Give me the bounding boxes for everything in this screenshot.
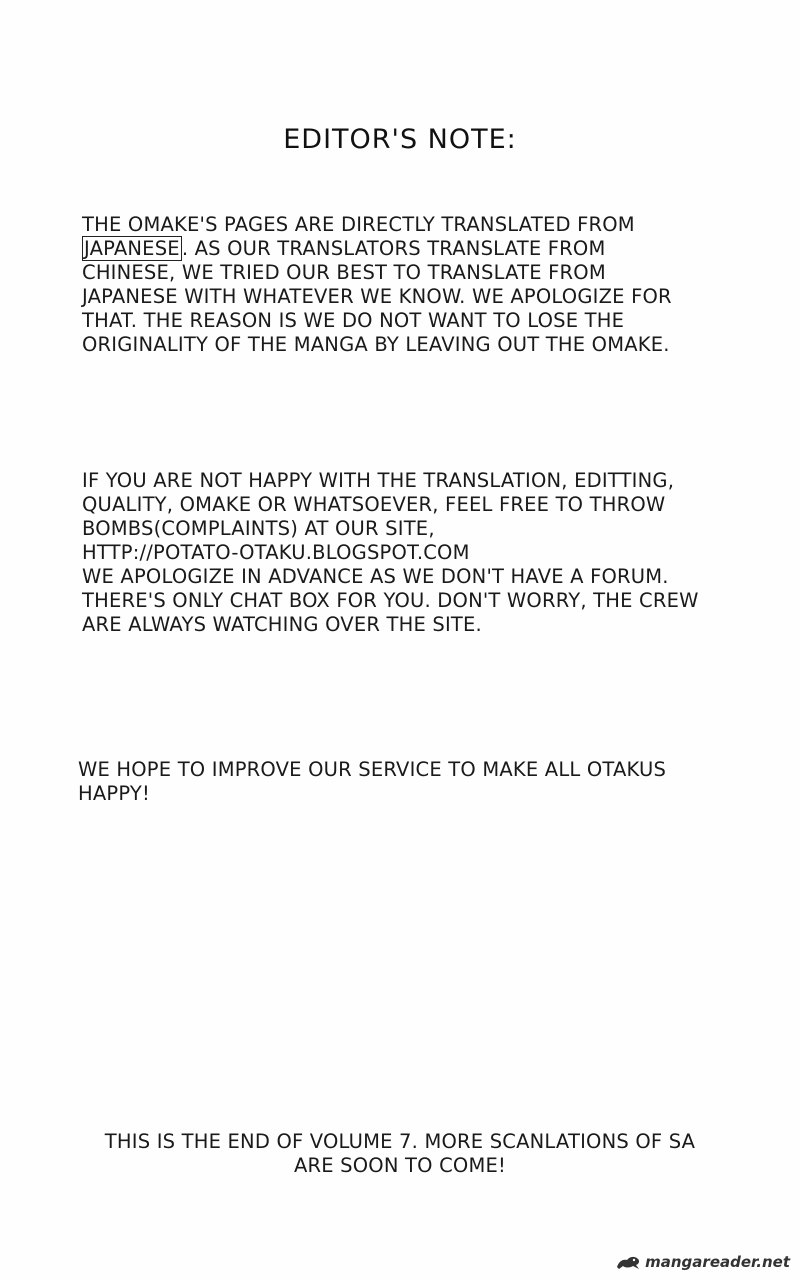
text-line: THAT. THE REASON IS WE DO NOT WANT TO LOSE THE xyxy=(82,309,625,332)
mangareader-logo-icon xyxy=(615,1253,641,1271)
watermark xyxy=(615,1253,790,1271)
text-line xyxy=(82,237,672,261)
text-line: ORIGINALITY OF THE MANGA BY LEAVING OUT THE OMAKE. xyxy=(82,333,670,356)
paragraph-improve-service xyxy=(78,758,666,806)
boxed-word: JAPANESE xyxy=(84,237,180,260)
text-line: CHINESE, WE TRIED OUR BEST TO TRANSLATE FROM xyxy=(82,261,606,284)
text-line: WE HOPE TO IMPROVE OUR SERVICE TO MAKE ALL OTAKUS xyxy=(78,758,667,781)
page-title: EDITOR'S NOTE: xyxy=(283,124,517,155)
text-line: WE APOLOGIZE IN ADVANCE AS WE DON'T HAVE A FORUM. xyxy=(82,565,669,588)
paragraph-omake-translation xyxy=(82,213,672,357)
watermark-text: mangareader.net xyxy=(645,1253,790,1271)
text-line: ARE SOON TO COME! xyxy=(293,1154,507,1177)
text-line: BOMBS(COMPLAINTS) AT OUR SITE, xyxy=(82,517,435,540)
text-line: THE OMAKE'S PAGES ARE DIRECTLY TRANSLATED FROM xyxy=(82,213,635,236)
text-line: THIS IS THE END OF VOLUME 7. MORE SCANLATIONS OF SA xyxy=(104,1130,696,1153)
text-line: JAPANESE WITH WHATEVER WE KNOW. WE APOLOGIZE FOR xyxy=(82,285,672,308)
text-line: HAPPY! xyxy=(78,782,151,805)
paragraph-end-of-volume xyxy=(0,1130,800,1178)
text-line: ARE ALWAYS WATCHING OVER THE SITE. xyxy=(82,613,482,636)
text-fragment: . AS OUR TRANSLATORS TRANSLATE FROM xyxy=(181,237,606,260)
text-line: THERE'S ONLY CHAT BOX FOR YOU. DON'T WORRY, THE CREW xyxy=(82,589,699,612)
site-url: HTTP://POTATO-OTAKU.BLOGSPOT.COM xyxy=(82,541,470,564)
text-line: IF YOU ARE NOT HAPPY WITH THE TRANSLATION, EDITTING, xyxy=(82,469,675,492)
paragraph-complaints xyxy=(82,469,699,637)
text-line: QUALITY, OMAKE OR WHATSOEVER, FEEL FREE TO THROW xyxy=(82,493,666,516)
